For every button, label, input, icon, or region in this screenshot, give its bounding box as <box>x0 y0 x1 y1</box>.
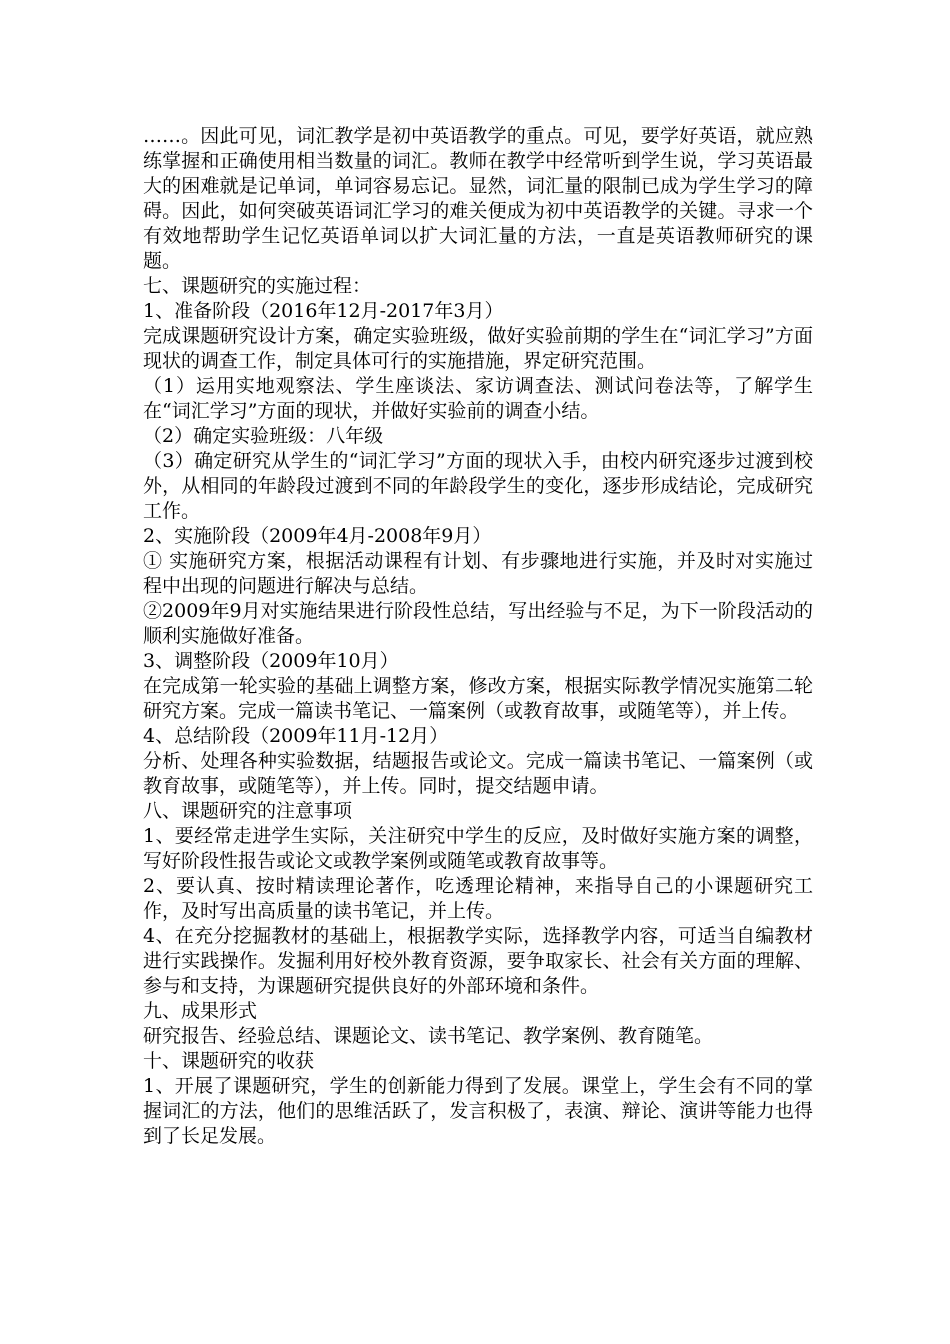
list-item-experiment-class: （2）确定实验班级：八年级 <box>143 425 384 447</box>
document-body <box>143 124 813 1149</box>
list-item-precaution-1: 1、要经常走进学生实际，关注研究中学生的反应，及时做好实施方案的调整，写好阶段性报告或论文或教学案例或随笔或教育故事等。 <box>143 825 813 872</box>
list-item-precaution-4: 4、在充分挖掘教材的基础上，根据教学实际，选择教学内容，可适当自编教材进行实践操作。发掘利用好校外教育资源，要争取家长、社会有关方面的理解、参与和支持，为课题研究提供良好的外部环境和条件。 <box>143 925 813 997</box>
paragraph-preparation-plan: 完成课题研究设计方案，确定实验班级，做好实验前期的学生在“词汇学习”方面现状的调查工作，制定具体可行的实施措施，界定研究范围。 <box>143 325 813 372</box>
list-item-survey-methods: （1）运用实地观察法、学生座谈法、家访调查法、测试问卷法等，了解学生在“词汇学习”方面的现状，并做好实验前的调查小结。 <box>143 375 813 422</box>
paragraph-summary-tasks: 分析、处理各种实验数据，结题报告或论文。完成一篇读书笔记、一篇案例（或教育故事，或随笔等），并上传。同时，提交结题申请。 <box>143 750 813 797</box>
paragraph-adjustment-plan: 在完成第一轮实验的基础上调整方案，修改方案，根据实际教学情况实施第二轮研究方案。完成一篇读书笔记、一篇案例（或教育故事，或随笔等），并上传。 <box>143 675 813 722</box>
list-item-stage-summary: ②2009年9月对实施结果进行阶段性总结，写出经验与不足，为下一阶段活动的顺利实施做好准备。 <box>143 600 813 647</box>
heading-implementation-process: 七、课题研究的实施过程： <box>143 275 372 297</box>
heading-implementation-stage: 2、实施阶段（2009年4月-2008年9月） <box>143 525 492 547</box>
heading-adjustment-stage: 3、调整阶段（2009年10月） <box>143 650 399 672</box>
list-item-precaution-2: 2、要认真、按时精读理论著作，吃透理论精神，来指导自己的小课题研究工作，及时写出高质量的读书笔记，并上传。 <box>143 875 813 922</box>
heading-summary-stage: 4、总结阶段（2009年11月-12月） <box>143 725 449 747</box>
paragraph-results-list: 研究报告、经验总结、课题论文、读书笔记、教学案例、教育随笔。 <box>143 1025 714 1047</box>
list-item-research-scope: （3）确定研究从学生的“词汇学习”方面的现状入手，由校内研究逐步过渡到校外，从相同的年龄段过渡到不同的年龄段学生的变化，逐步形成结论，完成研究工作。 <box>143 450 813 522</box>
heading-results-form: 九、成果形式 <box>143 1000 258 1022</box>
heading-preparation-stage: 1、准备阶段（2016年12月-2017年3月） <box>143 300 504 322</box>
paragraph-vocabulary-importance: ……。因此可见，词汇教学是初中英语教学的重点。可见，要学好英语，就应熟练掌握和正确使用相当数量的词汇。教师在教学中经常听到学生说，学习英语最大的困难就是记单词，单词容易忘记。显然，词汇量的限制已成为学生学习的障碍。因此，如何突破英语词汇学习的难关便成为初中英语教学的关键。寻求一个有效地帮助学生记忆英语单词以扩大词汇量的方法，一直是英语教师研究的课题。 <box>143 125 813 272</box>
list-item-implement-plan: ① 实施研究方案，根据活动课程有计划、有步骤地进行实施，并及时对实施过程中出现的问题进行解决与总结。 <box>143 550 813 597</box>
heading-precautions: 八、课题研究的注意事项 <box>143 800 353 822</box>
heading-research-gains: 十、课题研究的收获 <box>143 1050 315 1072</box>
list-item-gain-1: 1、开展了课题研究，学生的创新能力得到了发展。课堂上，学生会有不同的掌握词汇的方法，他们的思维活跃了，发言积极了，表演、辩论、演讲等能力也得到了长足发展。 <box>143 1075 813 1147</box>
